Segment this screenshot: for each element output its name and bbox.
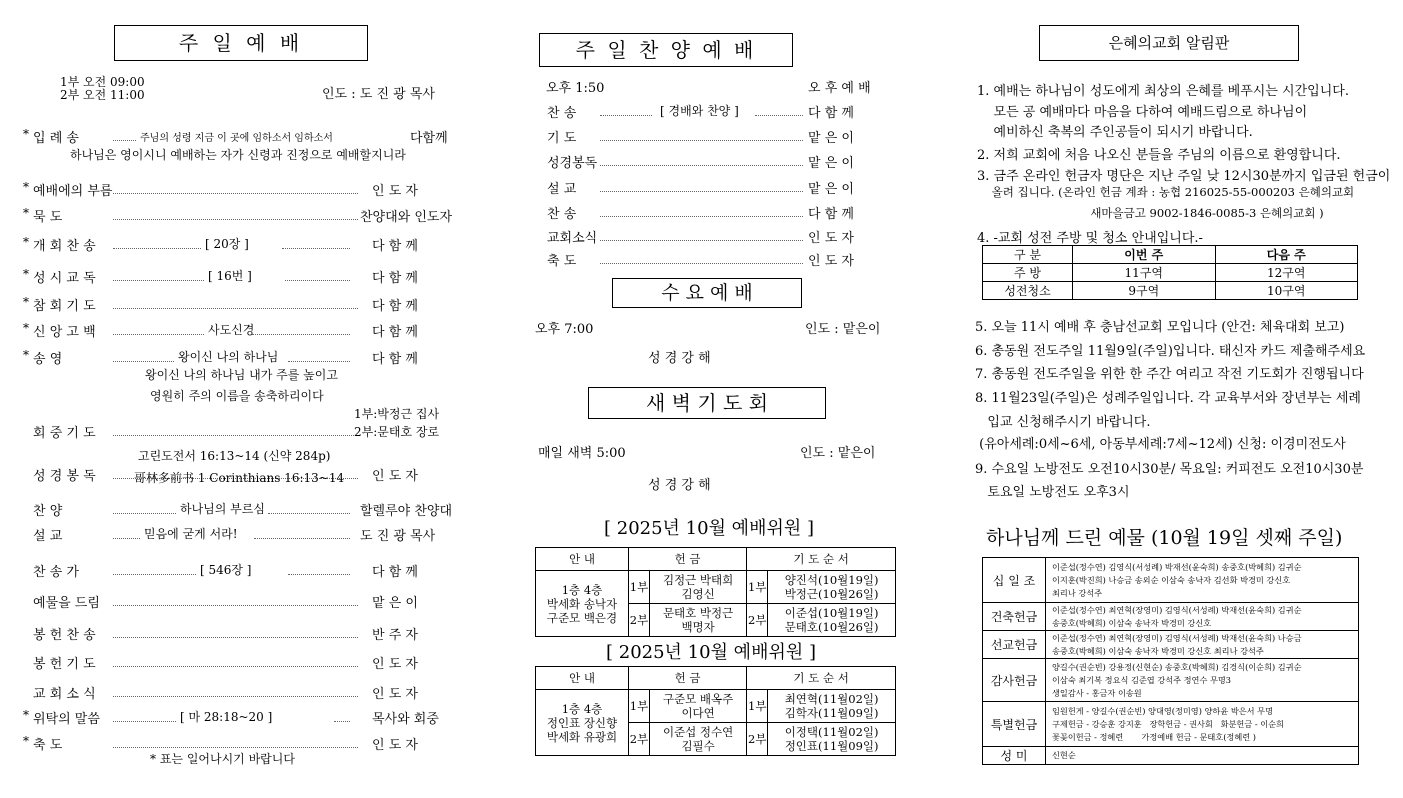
leader-dots (113, 308, 358, 309)
leader-dots (113, 280, 204, 281)
prayer-names (768, 571, 896, 604)
leader-dots (113, 696, 358, 697)
offering-name-line: 구제헌금 - 강승훈 강지훈 장학헌금 - 권사회 화분헌금 - 이순희 (1052, 718, 1284, 729)
clean-header: 다음 주 (1215, 246, 1357, 264)
prayer-name-line: 문태호(10월26일) (784, 620, 879, 634)
leader-dots (113, 219, 358, 220)
order-label: 참 회 기 도 (33, 299, 96, 314)
clean-header: 이번 주 (1073, 246, 1215, 264)
order-label: 입 례 송 (33, 131, 79, 146)
prayer-names (768, 604, 896, 637)
order-leader: 인 도 자 (808, 231, 854, 246)
order-label: 찬 양 (33, 504, 63, 519)
order-leader: 인 도 자 (372, 687, 418, 702)
order-leader: 목사와 회중 (372, 712, 439, 727)
prayer-name-line: 최연혁(11월02일) (784, 692, 879, 706)
duty-table-november (535, 666, 896, 756)
leader-dots (252, 334, 350, 335)
leader-dots (600, 191, 803, 192)
leader-dots (282, 248, 350, 249)
offering-names (650, 690, 747, 723)
leader-dots (600, 140, 803, 141)
leader-dots (113, 666, 358, 667)
offering-name-line: 생일감사 - 홍금자 이송원 (1052, 687, 1142, 698)
offering-part: 2부 (629, 723, 650, 756)
duty-row (536, 690, 896, 723)
leader-dots (113, 721, 176, 722)
leader-dots (113, 435, 358, 436)
leader-dots (288, 574, 350, 575)
order-leader: 다 함 께 (372, 239, 418, 254)
dawn-prayer-title: 새 벽 기 도 회 (588, 387, 826, 419)
order-leader: 반 주 자 (372, 628, 418, 643)
scripture-ref: 고린도전서 16:13~14 (신약 284p) (138, 449, 331, 463)
leader-label: 인도 : 도 진 광 목사 (322, 87, 435, 102)
order-leader: 도 진 광 목사 (360, 529, 436, 544)
order-label: 축 도 (547, 254, 577, 269)
star-mark: * (23, 206, 29, 220)
offering-name-line: 송중호(박혜희) 이삼숙 송낙자 박경미 강신호 (1052, 617, 1212, 628)
leader-dots (268, 513, 350, 514)
prayer-name-line: 김학자(11월09일) (784, 706, 879, 720)
order-detail: 왕이신 나의 하나님 (178, 350, 279, 364)
star-mark: * (23, 235, 29, 249)
offering-name-line: 송중호(박혜희) 이삼숙 송낙자 박경미 강신호 최리나 강석주 (1052, 645, 1264, 656)
order-leader: 맡 은 이 (808, 156, 854, 171)
clean-header: 구 분 (983, 246, 1073, 264)
offering-name-line: 김필수 (681, 739, 715, 753)
clean-row (983, 282, 1358, 300)
notice-line: 9. 수요일 노방전도 오전10시30분/ 목요일: 커피전도 오전10시30분 (975, 462, 1364, 477)
leader-dots (600, 115, 652, 116)
clean-cell: 9구역 (1073, 282, 1215, 300)
order-label: 묵 도 (33, 210, 63, 225)
order-label: 성 경 봉 독 (33, 469, 96, 484)
order-leader: 맡 은 이 (808, 182, 854, 197)
order-label: 설 교 (547, 182, 577, 197)
offering-part: 2부 (629, 604, 650, 637)
offering-table (982, 557, 1359, 765)
offering-category: 감사헌금 (983, 659, 1046, 702)
order-leader: 인 도 자 (372, 657, 418, 672)
notice-line: 4. -교회 성전 주방 및 청소 안내입니다.- (977, 231, 1203, 246)
duty-guide (536, 571, 629, 637)
notice-line: 8. 11월23일(주일)은 성례주일입니다. 각 교육부서와 장년부는 세례 (975, 391, 1361, 406)
doxology-line-2: 영원히 주의 이름을 송축하리이다 (150, 389, 324, 403)
standing-footnote: * 표는 일어나시기 바랍니다 (150, 752, 295, 766)
offering-category: 특별헌금 (983, 702, 1046, 747)
leader-dots (755, 115, 803, 116)
order-leader: 인 도 자 (372, 184, 418, 199)
clean-cell: 11구역 (1073, 264, 1215, 282)
notice-line: 모든 공 예배마다 마음을 다하여 예배드림으로 하나님이 (977, 105, 1308, 120)
notice-line: 입교 신청해주시기 바랍니다. (975, 415, 1151, 430)
notice-line: (유아세례:0세~6세, 아동부세례:7세~12세) 신청: 이경미전도사 (975, 437, 1346, 452)
offering-category: 건축헌금 (983, 603, 1046, 631)
offering-row (983, 659, 1359, 702)
prayer-1: 1부:박정근 집사 (354, 407, 440, 421)
order-leader: 다 함 께 (372, 299, 418, 314)
order-leader: 다 함 께 (808, 207, 854, 222)
order-label: 찬 송 (547, 106, 577, 121)
prayer-name-line: 정인표(11월09일) (784, 739, 879, 753)
wednesday-leader: 인도 : 맡은이 (805, 322, 881, 337)
offering-name-line: 구준모 배옥주 (662, 692, 734, 706)
clean-cell: 주 방 (983, 264, 1073, 282)
star-mark: * (23, 348, 29, 362)
star-mark: * (23, 321, 29, 335)
clean-cell: 10구역 (1215, 282, 1357, 300)
service-time-1: 1부 오전 09:00 (60, 75, 145, 89)
order-leader: 다 함 께 (808, 106, 854, 121)
duty-header-row (536, 667, 896, 690)
prayer-name-line: 박정근(10월26일) (784, 587, 879, 601)
leader-dots (113, 605, 358, 606)
prayer-names (768, 690, 896, 723)
leader-dots (600, 240, 803, 241)
offering-category: 성 미 (983, 747, 1046, 765)
leader-dots (113, 513, 176, 514)
star-mark: * (23, 708, 29, 722)
leader-dots (113, 538, 140, 539)
notice-line: 토요일 노방전도 오후3시 (975, 485, 1130, 500)
order-detail: 주님의 성령 지금 이 곳에 임하소서 임하소서 (140, 133, 333, 144)
duty-header: 헌 금 (629, 548, 747, 571)
order-detail: 하나님의 부르심 (180, 502, 265, 516)
notice-line: 6. 총동원 전도주일 11월9일(주일)입니다. 태신자 카드 제출해주세요 (975, 344, 1366, 359)
order-detail: [ 546장 ] (200, 563, 252, 577)
order-detail: [ 16번 ] (208, 269, 252, 283)
leader-dots (334, 721, 350, 722)
order-label: 기 도 (547, 131, 577, 146)
order-leader: 다함께 (410, 131, 448, 146)
star-mark: * (23, 295, 29, 309)
prayer-name-line: 이정택(11월02일) (784, 725, 879, 739)
guide-line: 박세화 송낙자 (546, 596, 618, 611)
leader-dots (113, 193, 358, 194)
bulletin-board-title: 은혜의교회 알림판 (1039, 25, 1299, 61)
order-label: 교회소식 (547, 231, 598, 246)
offering-name-line: 백명자 (681, 620, 715, 634)
order-leader: 찬양대와 인도자 (360, 210, 453, 225)
notice-line: 새마을금고 9002-1846-0085-3 은혜의교회 ) (977, 206, 1324, 220)
star-mark: * (23, 127, 29, 141)
order-label: 찬 송 가 (33, 565, 79, 580)
offering-name-line: 문태호 박정근 (662, 606, 734, 620)
order-leader: 맡 은 이 (372, 596, 418, 611)
offering-names (1046, 603, 1359, 631)
notice-line: 1. 예배는 하나님이 성도에게 최상의 은혜를 베푸시는 시간입니다. (977, 84, 1349, 99)
offering-name-line: 이준섭(정수연) 최연혁(장영미) 김영식(서성례) 박재선(윤숙희) 나승금 (1052, 632, 1302, 643)
afternoon-time: 오후 1:50 (546, 81, 605, 96)
leader-dots (113, 747, 358, 748)
offering-row (983, 558, 1359, 603)
order-detail: 믿음에 굳게 서라! (144, 527, 238, 541)
order-label: 송 영 (33, 352, 63, 367)
offering-names (1046, 702, 1359, 747)
duty-header: 기 도 순 서 (747, 548, 896, 571)
guide-line: 구준모 백은경 (546, 610, 618, 625)
order-leader: 다 함 께 (372, 565, 418, 580)
prayer-part: 2부 (747, 723, 768, 756)
leader-dots (113, 248, 201, 249)
order-label: 신 앙 고 백 (33, 325, 96, 340)
prayer-name-line: 양진석(10월19일) (784, 573, 879, 587)
order-leader: 인 도 자 (372, 738, 418, 753)
offering-row (983, 702, 1359, 747)
leader-dots (113, 574, 196, 575)
leader-dots (113, 334, 204, 335)
offering-name-line: 이준섭 정수연 (662, 725, 734, 739)
clean-header-row (983, 246, 1358, 264)
prayer-part: 1부 (747, 690, 768, 723)
duty-header: 안 내 (536, 548, 629, 571)
guide-line: 정인표 장신향 (546, 715, 618, 730)
leader-dots (254, 538, 350, 539)
order-label: 개 회 찬 송 (33, 239, 96, 254)
notice-line: 5. 오늘 11시 예배 후 충남선교회 모입니다 (안건: 체육대회 보고) (975, 320, 1345, 335)
offering-category: 십 일 조 (983, 558, 1046, 603)
dawn-time: 매일 새벽 5:00 (538, 446, 626, 461)
offering-names (1046, 631, 1359, 659)
offering-names (1046, 747, 1359, 765)
entrance-verse: 하나님은 영이시니 예배하는 자가 신령과 진정으로 예배할지니라 (70, 148, 406, 162)
guide-line: 1층 4층 (561, 582, 603, 597)
duty-header: 헌 금 (629, 667, 747, 690)
order-label: 예배에의 부름 (33, 184, 113, 199)
star-mark: * (23, 734, 29, 748)
order-leader: 인 도 자 (808, 254, 854, 269)
dawn-content: 성 경 강 해 (648, 478, 711, 493)
offering-part: 1부 (629, 690, 650, 723)
offering-title: 하나님께 드린 예물 (10월 19일 셋째 주일) (986, 527, 1343, 549)
notice-line: 3. 금주 온라인 헌금자 명단은 지난 주일 낮 12시30분까지 입금된 헌금이 (977, 169, 1391, 184)
wednesday-content: 성 경 강 해 (648, 351, 711, 366)
offering-name-line: 임원헌게 - 양길수(권순빈) 양대영(정미영) 양하윤 박은서 무명 (1052, 705, 1273, 716)
clean-cell: 성전청소 (983, 282, 1073, 300)
scripture-ref-cn: 哥林多前书 1 Corinthians 16:13~14 (134, 471, 345, 485)
order-label: 찬 송 (547, 207, 577, 222)
duty-table-october (535, 547, 896, 637)
offering-name-line: 양길수(권순빈) 강용정(신현순) 송중호(박혜희) 김경식(이순희) 김귀순 (1052, 661, 1302, 672)
star-mark: * (23, 267, 29, 281)
duty-row (536, 571, 896, 604)
leader-dots (285, 280, 350, 281)
offering-row (983, 747, 1359, 765)
sunday-worship-title: 주 일 예 배 (114, 25, 368, 61)
offering-row (983, 631, 1359, 659)
leader-dots (113, 361, 174, 362)
offering-names (1046, 558, 1359, 603)
afternoon-service-name: 오 후 예 배 (808, 81, 871, 96)
prayer-part: 1부 (747, 571, 768, 604)
prayer-part: 2부 (747, 604, 768, 637)
order-leader: 맡 은 이 (808, 131, 854, 146)
offering-name-line: 최리나 강석주 (1052, 587, 1103, 598)
guide-line: 박세화 유광희 (546, 729, 618, 744)
prayer-2: 2부:문태호 장로 (354, 425, 440, 439)
order-leader: 다 함 께 (372, 271, 418, 286)
afternoon-worship-title: 주 일 찬 양 예 배 (539, 33, 793, 67)
clean-cell: 12구역 (1215, 264, 1357, 282)
order-label: 축 도 (33, 738, 63, 753)
order-label: 성경봉독 (547, 156, 598, 171)
clean-row (983, 264, 1358, 282)
service-time-2: 2부 오전 11:00 (60, 88, 145, 102)
offering-names (650, 571, 747, 604)
order-label: 예물을 드림 (33, 596, 100, 611)
notice-line: 2. 저희 교회에 처음 나오신 분들을 주님의 이름으로 환영합니다. (977, 148, 1341, 163)
leader-dots (113, 140, 136, 141)
order-detail: [ 마 28:18~20 ] (180, 710, 273, 724)
offering-name-line: 김영신 (681, 587, 715, 601)
offering-names (650, 604, 747, 637)
order-label: 회 중 기 도 (33, 426, 96, 441)
leader-dots (600, 263, 803, 264)
wednesday-time: 오후 7:00 (535, 322, 594, 337)
offering-name-line: 이다연 (681, 706, 715, 720)
order-leader: 다 함 께 (372, 325, 418, 340)
order-label: 위탁의 말씀 (33, 712, 100, 727)
leader-dots (288, 361, 350, 362)
order-label: 성 시 교 독 (33, 271, 96, 286)
notice-line: 올려 집니다. (온라인 헌금 계좌 : 농협 216025-55-000203 은혜의교회 (977, 185, 1355, 199)
order-detail: [ 경배와 찬양 ] (660, 104, 739, 118)
leader-dots (600, 165, 803, 166)
offering-name-line: 이삼숙 최기복 정요식 김준엽 강석주 정연수 무명3 (1052, 674, 1232, 685)
offering-row (983, 603, 1359, 631)
order-leader: 인 도 자 (372, 469, 418, 484)
order-detail: [ 20장 ] (205, 237, 249, 251)
duty-title-november: [ 2025년 10월 예배위원 ] (606, 642, 816, 663)
notice-line: 예비하신 축복의 주인공들이 되시기 바랍니다. (977, 125, 1253, 140)
leader-dots (113, 637, 358, 638)
duty-guide (536, 690, 629, 756)
offering-names (1046, 659, 1359, 702)
order-label: 교 회 소 식 (33, 687, 96, 702)
offering-name-line: 이준섭(정수연) 최연혁(장영미) 김영식(서성례) 박재선(윤숙희) 김귀순 (1052, 604, 1302, 615)
order-leader: 할렐루야 찬양대 (360, 504, 453, 519)
offering-name-line: 김정근 박태희 (662, 573, 734, 587)
duty-header: 기 도 순 서 (747, 667, 896, 690)
order-label: 봉 헌 기 도 (33, 657, 96, 672)
notice-line: 7. 총동원 전도주일을 위한 한 주간 여리고 작전 기도회가 진행됩니다 (975, 367, 1364, 382)
prayer-names (768, 723, 896, 756)
doxology-line-1: 왕이신 나의 하나님 내가 주를 높이고 (145, 368, 338, 382)
guide-line: 1층 4층 (561, 701, 603, 716)
offering-name-line: 이준섭(정수연) 김영식(서성례) 박재선(윤숙희) 송중호(박혜희) 김귀순 (1052, 561, 1302, 572)
duty-header-row (536, 548, 896, 571)
leader-dots (600, 216, 803, 217)
wednesday-title: 수 요 예 배 (612, 278, 802, 308)
duty-title-october: [ 2025년 10월 예배위원 ] (604, 518, 814, 539)
offering-category: 선교헌금 (983, 631, 1046, 659)
order-label: 봉 헌 찬 송 (33, 628, 96, 643)
order-detail: 사도신경 (208, 323, 255, 337)
dawn-leader: 인도 : 맡은이 (800, 446, 876, 461)
offering-name-line: 신현순 (1052, 750, 1076, 760)
offering-name-line: 꽃꽂이헌금 - 정혜련 가정예배 헌금 - 문태호(정혜련 ) (1052, 731, 1256, 742)
offering-name-line: 이지훈(박진희) 나승금 송외순 이삼숙 송낙자 김선화 박경미 강신호 (1052, 574, 1291, 585)
offering-names (650, 723, 747, 756)
star-mark: * (23, 180, 29, 194)
cleaning-table (982, 245, 1358, 300)
prayer-name-line: 이준섭(10월19일) (784, 606, 879, 620)
duty-header: 안 내 (536, 667, 629, 690)
order-leader: 다 함 께 (372, 352, 418, 367)
offering-part: 1부 (629, 571, 650, 604)
order-label: 설 교 (33, 529, 63, 544)
